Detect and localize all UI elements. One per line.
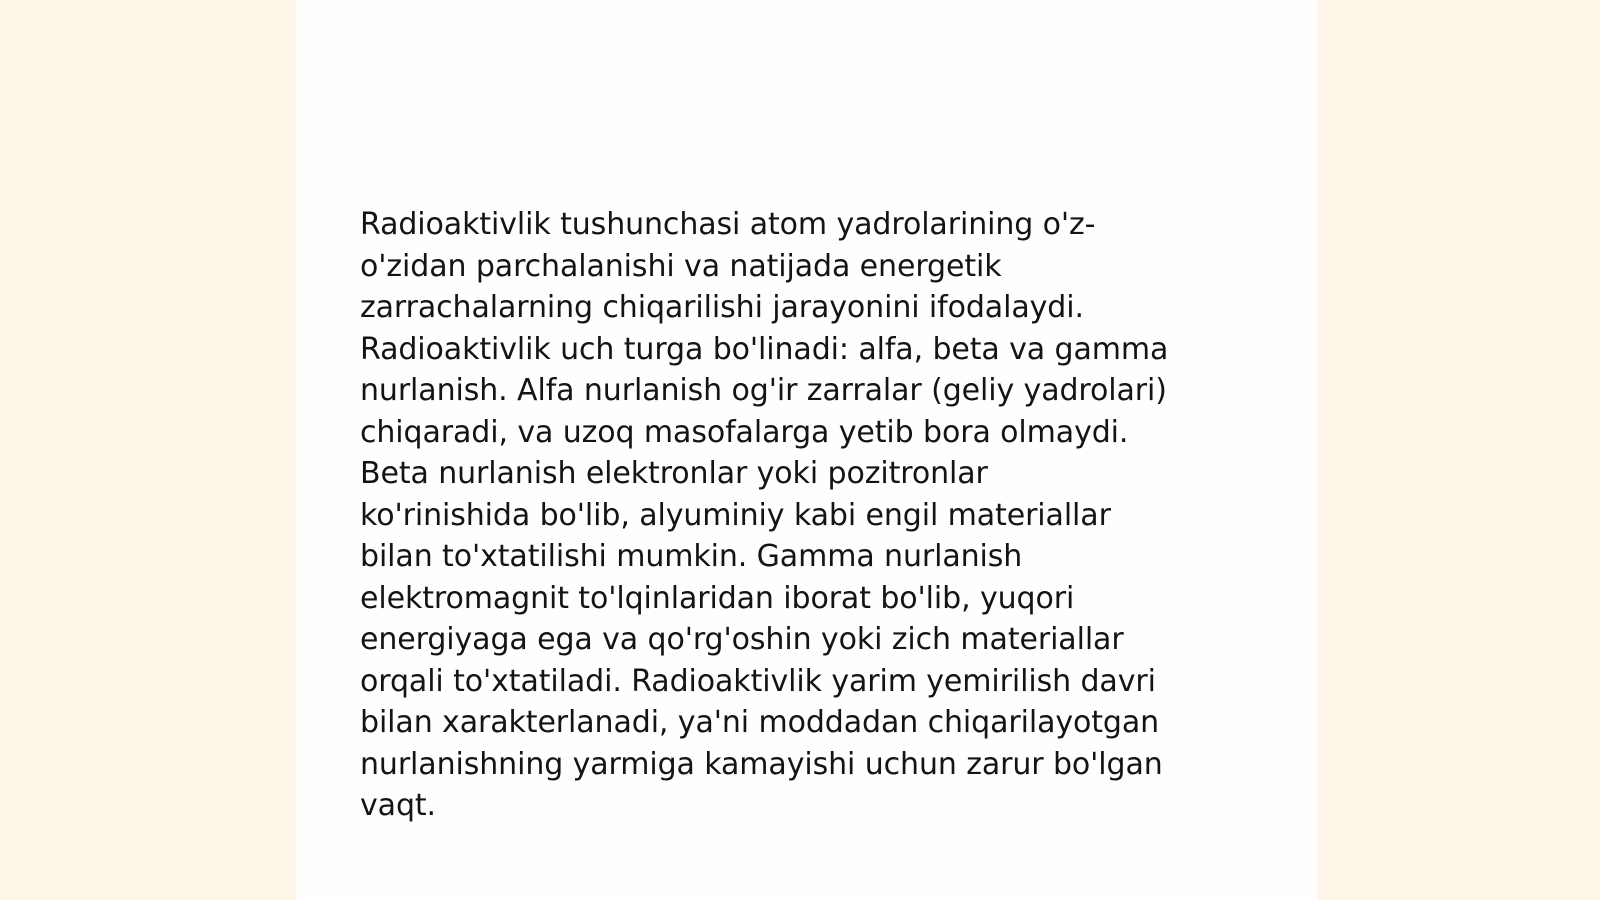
paragraph-line: o'zidan parchalanishi va natijada energetik [360,248,1002,284]
paragraph-line: elektromagnit to'lqinlaridan iborat bo'lib, yuqori [360,580,1075,616]
body-paragraph [360,204,1260,827]
paragraph-line: energiyaga ega va qo'rg'oshin yoki zich materiallar [360,622,1124,657]
paragraph-line: nurlanishning yarmiga kamayishi uchun zarur bo'lgan [360,746,1163,782]
paragraph-line: Beta nurlanish elektronlar yoki pozitronlar [360,456,988,491]
paragraph-line: chiqaradi, va uzoq masofalarga yetib bora olmaydi. [360,414,1129,450]
paragraph-line: bilan xarakterlanadi, ya'ni moddadan chiqarilayotgan [360,705,1160,740]
paragraph-line: orqali to'xtatiladi. Radioaktivlik yarim yemirilish davri [360,663,1156,699]
paragraph-line: Radioaktivlik tushunchasi atom yadrolarining o'z- [360,207,1096,242]
paragraph-line: Radioaktivlik uch turga bo'linadi: alfa, beta va gamma [360,331,1169,367]
paragraph-line: nurlanish. Alfa nurlanish og'ir zarralar (geliy yadrolari) [360,373,1167,408]
paragraph-line: ko'rinishida bo'lib, alyuminiy kabi engil materiallar [360,497,1111,533]
paragraph-line: vaqt. [360,788,436,823]
paragraph-line: bilan to'xtatilishi mumkin. Gamma nurlanish [360,539,1023,574]
document-page [296,0,1318,900]
paragraph-line: zarrachalarning chiqarilishi jarayonini ifodalaydi. [360,290,1084,325]
